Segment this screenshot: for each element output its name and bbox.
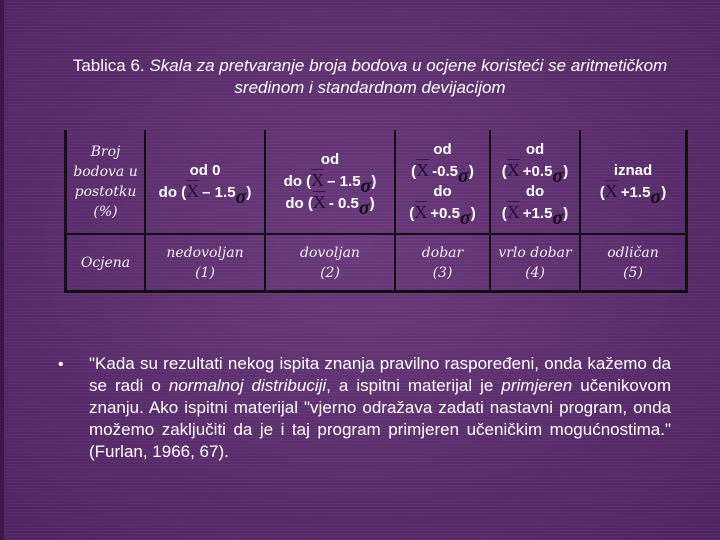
- formula-part: do (: [285, 194, 313, 212]
- formula-line: od 0: [189, 161, 221, 179]
- grade-name: nedovoljan: [166, 244, 244, 261]
- formula-cell: [395, 130, 490, 234]
- formula-part: – 1.5: [202, 183, 236, 201]
- formula-part: (: [409, 204, 415, 222]
- quote-paragraph: [89, 353, 671, 463]
- grade-number: (3): [432, 264, 453, 281]
- formula-cell: [265, 130, 395, 234]
- formula-part: ): [661, 183, 667, 201]
- table-caption: Skala za pretvaranje broja bodova u ocjene koristeći se aritmetičkom sredinom i standardnom devijacijom: [149, 56, 668, 97]
- formula-part: +1.5: [522, 204, 553, 222]
- formula-part: ): [563, 162, 569, 180]
- mean-symbol: $\overline{X}$: [604, 180, 618, 201]
- sigma-symbol: σ: [552, 164, 564, 187]
- quote-text: "Kada su rezultati nekog ispita znanja pravilno raspoređeni, onda kažemo da se radi o: [89, 354, 671, 395]
- formula-part: - 0.5: [328, 194, 359, 212]
- grade-number: (2): [320, 264, 340, 281]
- formula-part: +0.5: [430, 204, 460, 222]
- formula-line: iznad: [613, 161, 653, 179]
- formula-line: od: [433, 140, 452, 158]
- formula-part: ): [470, 204, 476, 222]
- mean-symbol: $\overline{X}$: [311, 169, 325, 190]
- row-header-points: Broj bodova u postotku (%): [66, 130, 146, 234]
- formula-line: do: [433, 182, 452, 200]
- formula-line: od: [525, 140, 545, 158]
- table-label: Tablica 6.: [72, 56, 145, 75]
- quote-emphasis: primjeren: [501, 376, 573, 395]
- sigma-symbol: σ: [360, 174, 372, 197]
- grade-cell: [265, 234, 395, 292]
- sigma-symbol: σ: [358, 196, 370, 219]
- formula-line: [491, 201, 579, 229]
- formula-line: [146, 180, 264, 208]
- quote-emphasis: normalnoj distribuciji: [168, 376, 327, 395]
- mean-symbol: $\overline{X}$: [186, 180, 200, 201]
- grade-number: (5): [623, 264, 643, 281]
- formula-part: (: [501, 162, 507, 180]
- grade-number: (1): [195, 264, 215, 281]
- quote-text: , a ispitni materijal je: [326, 376, 502, 395]
- formula-part: -0.5: [432, 162, 459, 180]
- formula-line: [396, 159, 489, 187]
- grade-cell: [490, 234, 580, 292]
- formula-part: ): [563, 204, 569, 222]
- mean-symbol: $\overline{X}$: [416, 159, 430, 180]
- formula-line: [491, 159, 579, 187]
- grade-name: vrlo dobar: [498, 244, 572, 261]
- grade-cell: [145, 234, 265, 292]
- sigma-symbol: σ: [235, 185, 247, 208]
- row-header-grade: Ocjena: [66, 234, 146, 292]
- formula-part: (: [501, 204, 507, 222]
- sigma-symbol: σ: [552, 206, 564, 229]
- sigma-symbol: σ: [650, 185, 662, 208]
- grade-cell: [580, 234, 687, 292]
- formula-part: +0.5: [522, 162, 553, 180]
- formula-line: [581, 180, 685, 208]
- slide-title: [60, 55, 680, 99]
- formula-line: [266, 169, 394, 197]
- formula-cell: [490, 130, 580, 234]
- sigma-symbol: σ: [458, 164, 469, 187]
- sigma-symbol: σ: [459, 206, 471, 229]
- formula-part: (: [599, 183, 605, 201]
- table-row-points: [66, 130, 687, 234]
- grade-name: odličan: [607, 244, 659, 261]
- quote-text: učenikovom znanju. Ako ispitni materijal "vjerno odražava zadati nastavni program, onda možemo zaključiti da je i taj program primjeren učeničkim mogućnostima."(Furlan, 1966, 67).: [89, 376, 672, 461]
- formula-line: do: [525, 182, 545, 200]
- formula-part: ): [371, 172, 377, 190]
- formula-part: do (: [158, 183, 187, 201]
- formula-part: – 1.5: [327, 172, 361, 190]
- formula-line: [396, 201, 489, 229]
- mean-symbol: $\overline{X}$: [414, 201, 428, 222]
- grading-scale-table: [64, 130, 688, 293]
- formula-cell: [580, 130, 687, 234]
- formula-line: od: [320, 150, 340, 168]
- grade-name: dobar: [421, 244, 464, 261]
- formula-part: ): [369, 194, 375, 212]
- formula-part: +1.5: [620, 183, 651, 201]
- mean-symbol: $\overline{X}$: [312, 191, 326, 212]
- table-row-grade: [66, 234, 687, 292]
- formula-part: (: [411, 162, 417, 180]
- bullet-marker: •: [58, 356, 64, 373]
- formula-part: ): [246, 183, 252, 201]
- formula-line: [266, 191, 394, 219]
- mean-symbol: $\overline{X}$: [506, 159, 520, 180]
- grade-number: (4): [525, 264, 545, 281]
- formula-cell: [145, 130, 265, 234]
- formula-part: do (: [283, 172, 312, 190]
- grade-name: dovoljan: [300, 244, 360, 261]
- mean-symbol: $\overline{X}$: [506, 201, 520, 222]
- formula-part: ): [468, 162, 474, 180]
- grade-cell: [395, 234, 490, 292]
